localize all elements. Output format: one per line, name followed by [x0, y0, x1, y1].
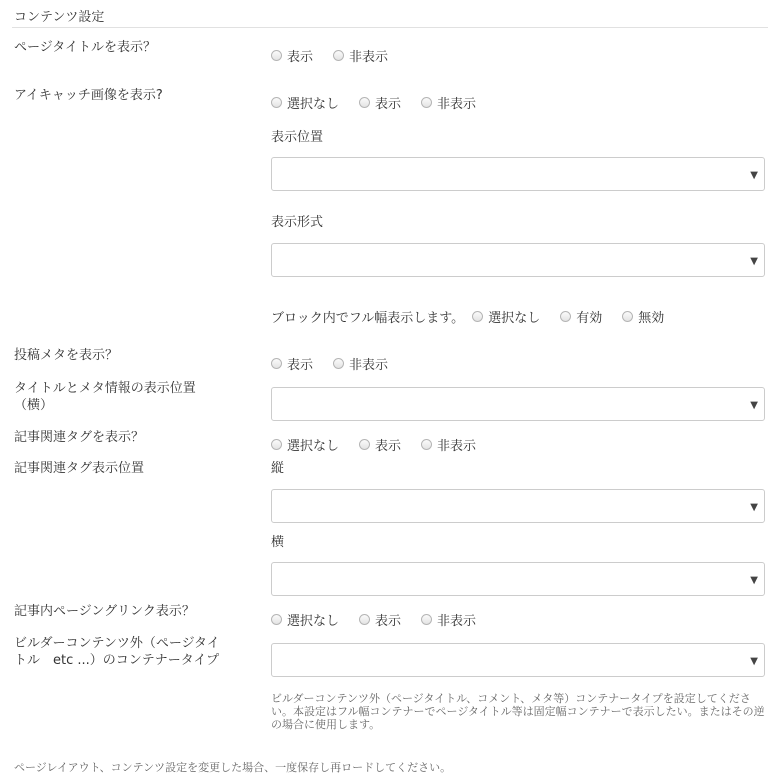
radio-icon	[359, 439, 370, 450]
horizontal-label: 横	[271, 535, 285, 550]
vertical-label: 縦	[271, 461, 285, 476]
radio-label: 表示	[375, 614, 402, 629]
radio-label: 非表示	[437, 97, 477, 112]
radio-label: 非表示	[437, 439, 477, 454]
radio-icon	[622, 311, 633, 322]
radio-icon	[271, 50, 282, 61]
paging-links-radio-group	[271, 610, 496, 629]
post-meta-radio-group	[271, 354, 408, 373]
paging-show-radio[interactable]	[359, 610, 401, 629]
container-type-label-sub: トル etc ...）のコンテナータイプ	[14, 653, 220, 668]
radio-label: 無効	[638, 311, 665, 326]
dropdown-arrow-icon: ▼	[750, 400, 758, 411]
radio-label: 表示	[375, 439, 402, 454]
fullwidth-label: ブロック内でフル幅表示します。	[271, 311, 465, 326]
fullwidth-enable-radio[interactable]	[560, 307, 602, 326]
radio-label: 非表示	[437, 614, 477, 629]
post-meta-show-radio[interactable]	[271, 354, 313, 373]
eyecatch-show-radio[interactable]	[359, 93, 401, 112]
post-meta-label: 投稿メタを表示？	[14, 348, 119, 363]
paging-none-radio[interactable]	[271, 610, 339, 629]
related-tags-none-radio[interactable]	[271, 435, 339, 454]
title-meta-position-select[interactable]	[271, 387, 765, 421]
related-tags-vertical-select[interactable]	[271, 489, 765, 523]
eyecatch-fullwidth-radio-group	[271, 307, 684, 326]
radio-label: 表示	[287, 50, 314, 65]
radio-icon	[271, 439, 282, 450]
radio-label: 有効	[576, 311, 603, 326]
fullwidth-disable-radio[interactable]	[622, 307, 664, 326]
radio-icon	[421, 439, 432, 450]
page-title-label: ページタイトルを表示？	[14, 40, 156, 55]
radio-icon	[472, 311, 483, 322]
radio-label: 表示	[375, 97, 402, 112]
related-tags-radio-group	[271, 435, 496, 454]
radio-icon	[333, 50, 344, 61]
radio-icon	[333, 358, 344, 369]
title-meta-position-label: タイトルとメタ情報の表示位置	[14, 381, 196, 396]
section-divider	[12, 27, 768, 28]
radio-label: 選択なし	[287, 97, 340, 112]
page-title-hide-radio[interactable]	[333, 46, 388, 65]
paging-links-label: 記事内ページングリンク表示？	[14, 604, 195, 619]
fullwidth-none-radio[interactable]	[472, 307, 540, 326]
footer-note: ページレイアウト、コンテンツ設定を変更した場合、一度保存し再ロードしてください。	[14, 761, 452, 774]
radio-label: 非表示	[349, 50, 389, 65]
radio-icon	[421, 97, 432, 108]
post-meta-hide-radio[interactable]	[333, 354, 388, 373]
dropdown-arrow-icon: ▼	[750, 575, 758, 586]
related-tags-horizontal-select[interactable]	[271, 562, 765, 596]
section-title: コンテンツ設定	[14, 10, 105, 25]
related-tags-show-radio[interactable]	[359, 435, 401, 454]
dropdown-arrow-icon: ▼	[750, 502, 758, 513]
eyecatch-format-label: 表示形式	[271, 215, 324, 230]
radio-label: 選択なし	[287, 439, 340, 454]
radio-icon	[421, 614, 432, 625]
container-type-label: ビルダーコンテンツ外（ページタイ	[14, 636, 220, 651]
eyecatch-label: アイキャッチ画像を表示?	[14, 88, 163, 103]
dropdown-arrow-icon: ▼	[750, 170, 758, 181]
title-meta-position-label-sub: （横）	[14, 398, 54, 413]
radio-icon	[271, 97, 282, 108]
radio-icon	[359, 97, 370, 108]
paging-hide-radio[interactable]	[421, 610, 476, 629]
eyecatch-position-select[interactable]	[271, 157, 765, 191]
eyecatch-hide-radio[interactable]	[421, 93, 476, 112]
related-tags-label: 記事関連タグを表示？	[14, 430, 145, 445]
container-type-help: ビルダーコンテンツ外（ページタイトル、コメント、メタ等）コンテナータイプを設定してください。本設定はフル幅コンテナーでページタイトル等は固定幅コンテナーで表示したい。またはその逆の場合に使用します。	[271, 692, 765, 731]
eyecatch-position-label: 表示位置	[271, 130, 324, 145]
eyecatch-radio-group	[271, 93, 496, 112]
dropdown-arrow-icon: ▼	[750, 256, 758, 267]
radio-icon	[271, 614, 282, 625]
eyecatch-none-radio[interactable]	[271, 93, 339, 112]
radio-icon	[359, 614, 370, 625]
radio-icon	[271, 358, 282, 369]
container-type-select[interactable]	[271, 643, 765, 677]
page-title-show-radio[interactable]	[271, 46, 313, 65]
radio-label: 非表示	[349, 358, 389, 373]
related-tags-hide-radio[interactable]	[421, 435, 476, 454]
radio-label: 選択なし	[488, 311, 541, 326]
eyecatch-format-select[interactable]	[271, 243, 765, 277]
page-title-radio-group	[271, 46, 408, 65]
radio-label: 表示	[287, 358, 314, 373]
radio-icon	[560, 311, 571, 322]
related-tags-position-label: 記事関連タグ表示位置	[14, 461, 145, 476]
dropdown-arrow-icon: ▼	[750, 656, 758, 667]
radio-label: 選択なし	[287, 614, 340, 629]
